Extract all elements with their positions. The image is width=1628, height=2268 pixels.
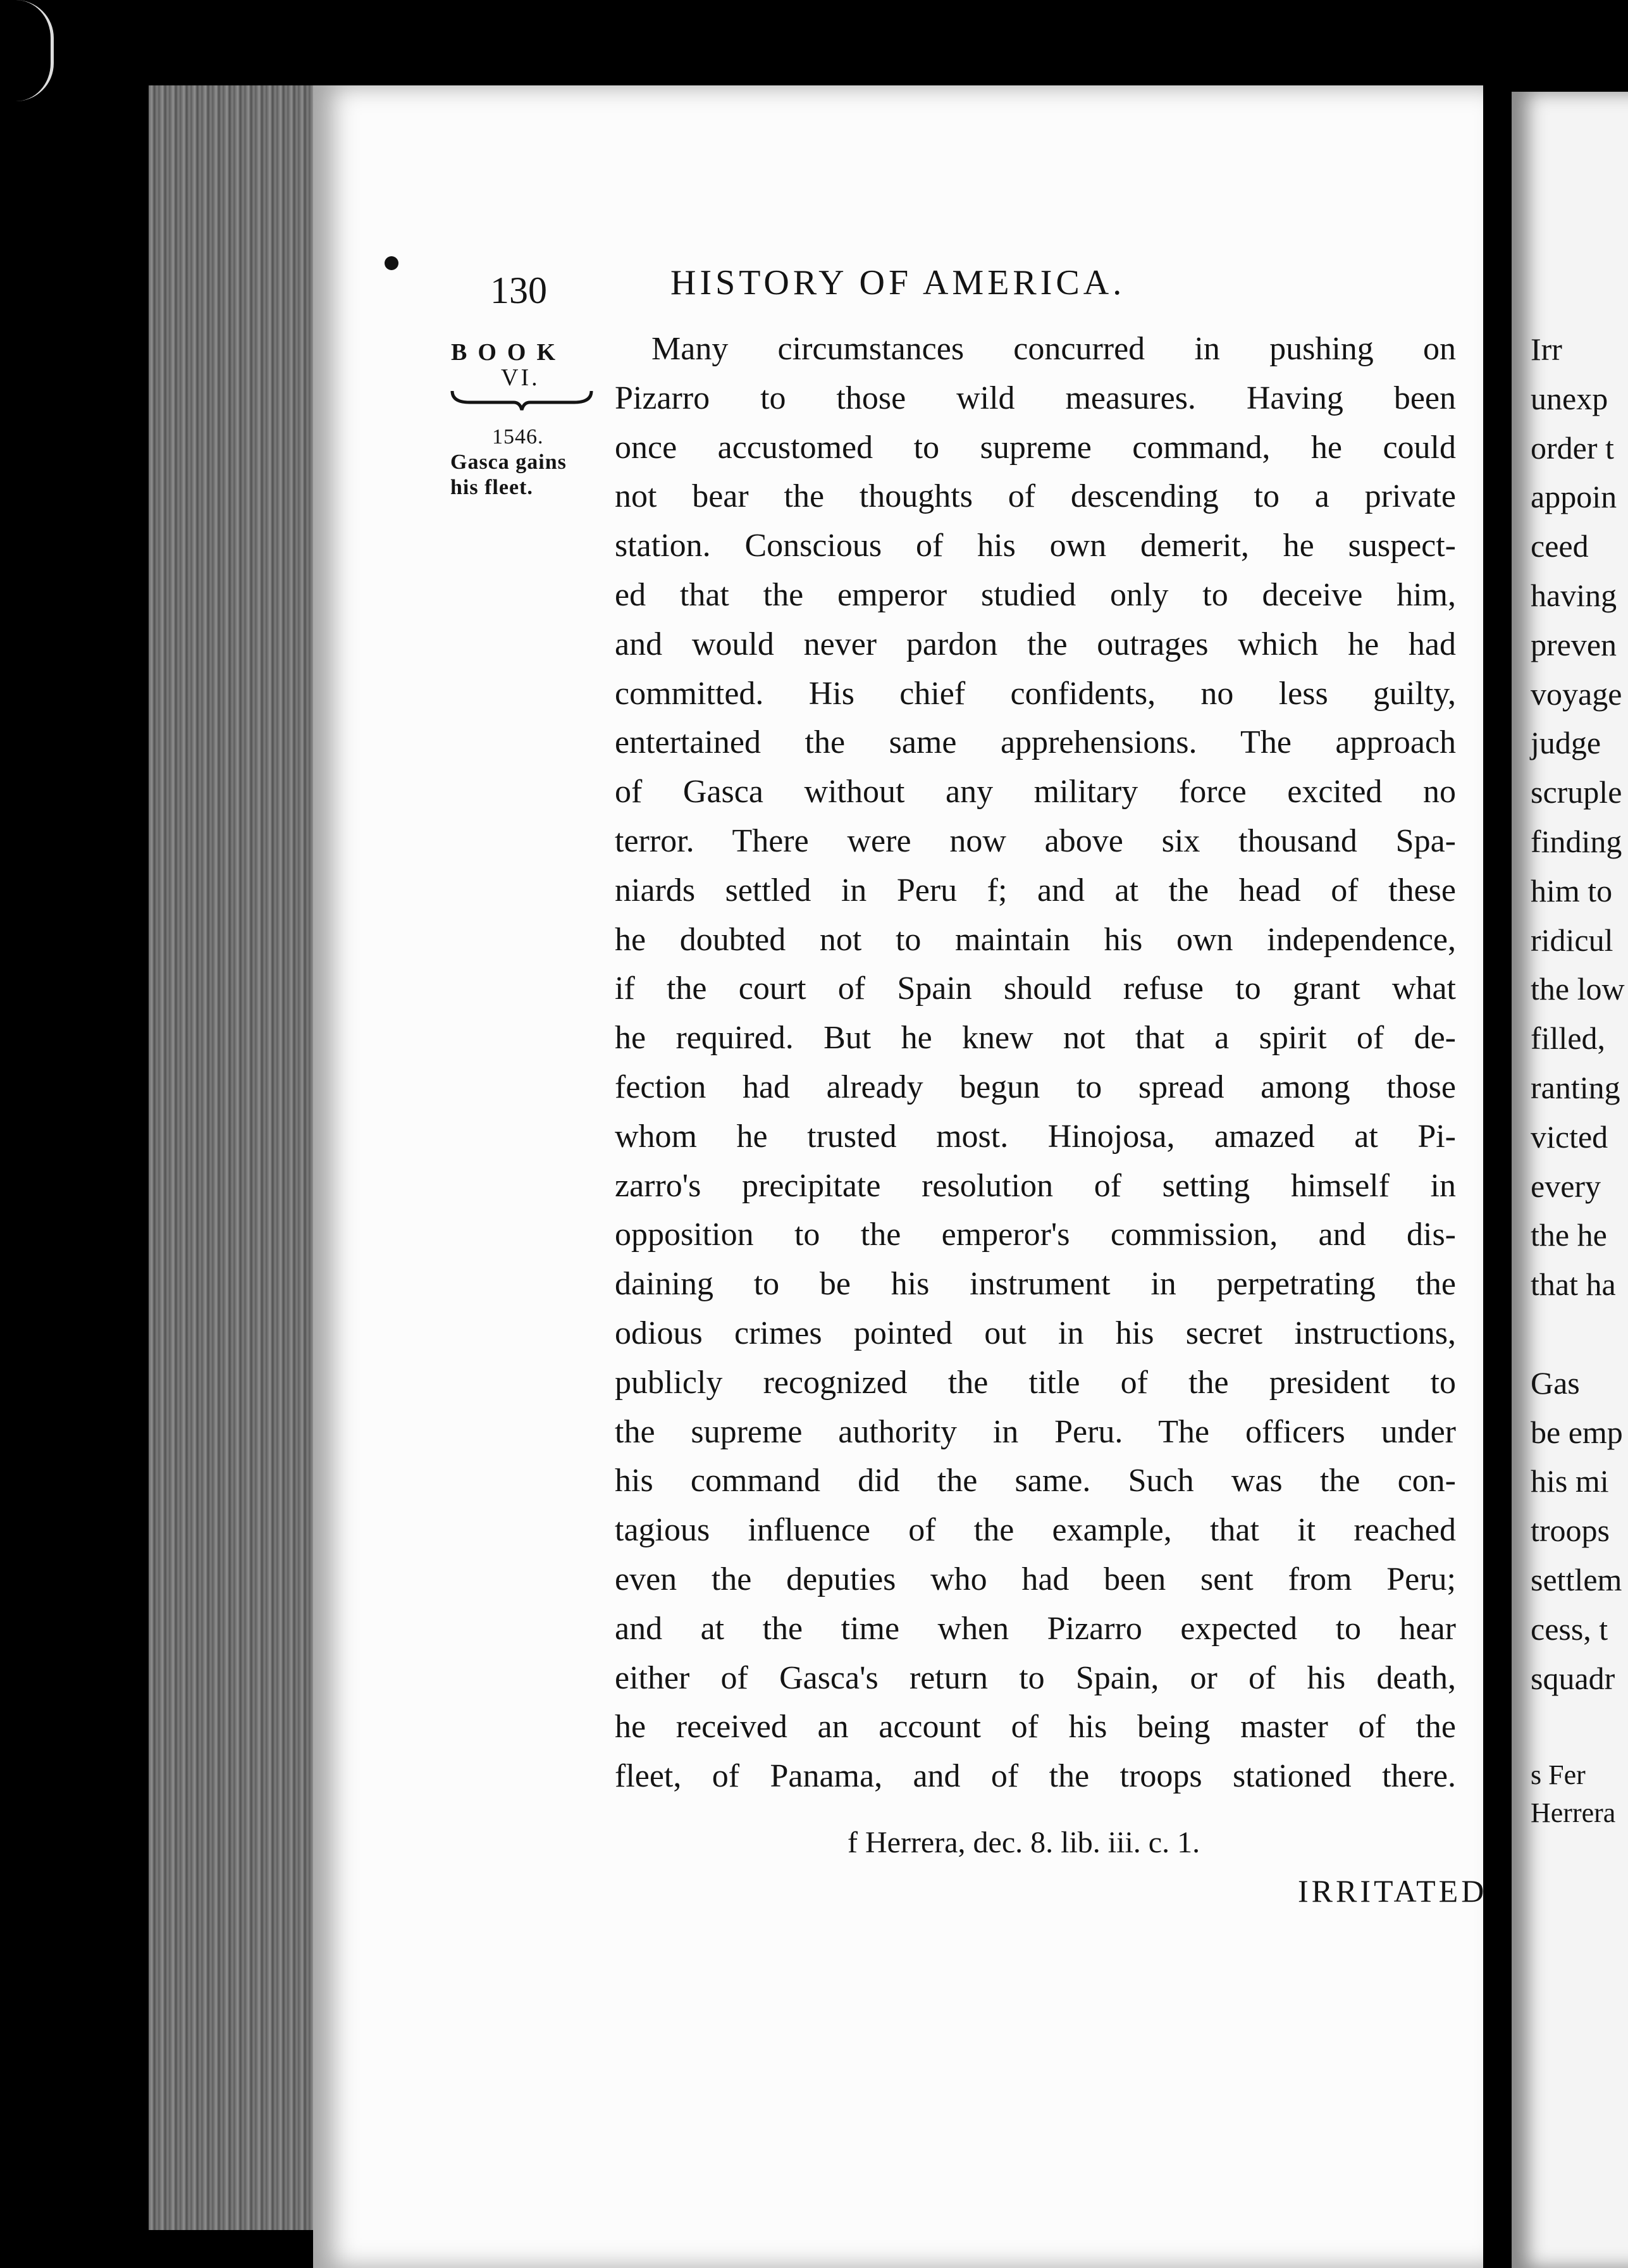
text-line: zarro's precipitate resolution of setting himself in xyxy=(615,1167,1456,1204)
page-curl-edge xyxy=(6,0,54,101)
next-page-line: him to xyxy=(1531,872,1613,908)
next-page-line: preven xyxy=(1531,626,1617,662)
page-number: 130 xyxy=(490,270,547,311)
text-line: fleet, of Panama, and of the troops stationed there. xyxy=(615,1758,1456,1795)
next-page-line: his mi xyxy=(1531,1463,1609,1499)
next-page-line: victed xyxy=(1531,1119,1608,1155)
next-page-line: the he xyxy=(1531,1217,1607,1253)
margin-book-label: BOOK xyxy=(451,339,567,366)
next-page-line: that ha xyxy=(1531,1267,1616,1303)
next-page-line: voyage xyxy=(1531,676,1622,712)
next-page-line: be emp xyxy=(1531,1414,1623,1450)
next-page-line: having xyxy=(1531,578,1617,613)
text-line: committed. His chief confidents, no less guilty, xyxy=(615,675,1456,712)
text-line: opposition to the emperor's commission, and dis- xyxy=(615,1217,1456,1253)
page-stack-edge xyxy=(149,85,313,2230)
text-line: publicly recognized the title of the president to xyxy=(615,1364,1456,1401)
next-page-line: ridicul xyxy=(1531,922,1613,958)
text-line: terror. There were now above six thousand Spa- xyxy=(615,823,1456,859)
margin-note-line: his fleet. xyxy=(450,476,533,499)
text-line: even the deputies who had been sent from Peru; xyxy=(615,1561,1456,1597)
text-line: odious crimes pointed out in his secret instructions, xyxy=(615,1315,1456,1351)
text-line: he required. But he knew not that a spirit of de- xyxy=(615,1020,1456,1057)
text-line: fection had already begun to spread among those xyxy=(615,1069,1456,1105)
next-page-line: ceed xyxy=(1531,528,1589,564)
text-line: tagious influence of the example, that it reached xyxy=(615,1512,1456,1549)
text-line: niards settled in Peru f; and at the head of these xyxy=(615,872,1456,908)
next-page-line: order t xyxy=(1531,430,1614,466)
text-line: ed that the emperor studied only to deceive him, xyxy=(615,577,1456,613)
text-line: and would never pardon the outrages which he had xyxy=(615,626,1456,662)
text-line: whom he trusted most. Hinojosa, amazed at Pi- xyxy=(615,1118,1456,1155)
next-page-footnote: Herrera xyxy=(1531,1797,1616,1828)
next-page-footnote: s Fer xyxy=(1531,1759,1586,1790)
next-page-edge xyxy=(1512,92,1628,2268)
next-page-line: settlem xyxy=(1531,1562,1622,1597)
next-page-line: every xyxy=(1531,1168,1601,1204)
text-line: not bear the thoughts of descending to a private xyxy=(615,478,1456,515)
next-page-line: Gas xyxy=(1531,1365,1580,1401)
footnote: f Herrera, dec. 8. lib. iii. c. 1. xyxy=(848,1826,1200,1859)
next-page-line: scruple xyxy=(1531,774,1622,810)
text-line: he doubted not to maintain his own independence, xyxy=(615,921,1456,958)
next-page-line: squadr xyxy=(1531,1660,1615,1696)
next-page-line: the low xyxy=(1531,971,1625,1007)
catchword: IRRITATED xyxy=(1298,1873,1488,1909)
text-line: Pizarro to those wild measures. Having been xyxy=(615,380,1456,416)
text-line: his command did the same. Such was the con- xyxy=(615,1463,1456,1499)
next-page-line: judge xyxy=(1531,725,1601,761)
next-page-line: ranting xyxy=(1531,1070,1620,1105)
text-line: once accustomed to supreme command, he could xyxy=(615,429,1456,466)
next-page-line: cess, t xyxy=(1531,1611,1608,1647)
next-page-line: unexp xyxy=(1531,380,1608,416)
margin-brace xyxy=(450,388,593,411)
margin-year: 1546. xyxy=(492,425,544,449)
next-page-line: appoin xyxy=(1531,479,1617,515)
running-head: HISTORY OF AMERICA. xyxy=(670,263,1126,302)
text-line: if the court of Spain should refuse to grant what xyxy=(615,970,1456,1007)
text-line: he received an account of his being master of the xyxy=(615,1709,1456,1745)
text-line: and at the time when Pizarro expected to hear xyxy=(615,1610,1456,1647)
margin-volume: VI. xyxy=(501,364,540,391)
text-line: the supreme authority in Peru. The officers under xyxy=(615,1413,1456,1450)
ink-mark xyxy=(385,256,398,270)
margin-note-line: Gasca gains xyxy=(450,450,567,474)
text-line: either of Gasca's return to Spain, or of his death, xyxy=(615,1659,1456,1696)
next-page-line: troops xyxy=(1531,1513,1610,1549)
text-line: Many circumstances concurred in pushing on xyxy=(651,331,1456,367)
text-line: daining to be his instrument in perpetrating the xyxy=(615,1266,1456,1303)
next-page-line: finding xyxy=(1531,824,1622,859)
text-line: station. Conscious of his own demerit, he suspect- xyxy=(615,528,1456,564)
next-page-line: filled, xyxy=(1531,1020,1606,1057)
text-line: entertained the same apprehensions. The approach xyxy=(615,724,1456,761)
text-line: of Gasca without any military force excited no xyxy=(615,774,1456,810)
next-page-line: Irr xyxy=(1531,332,1562,367)
